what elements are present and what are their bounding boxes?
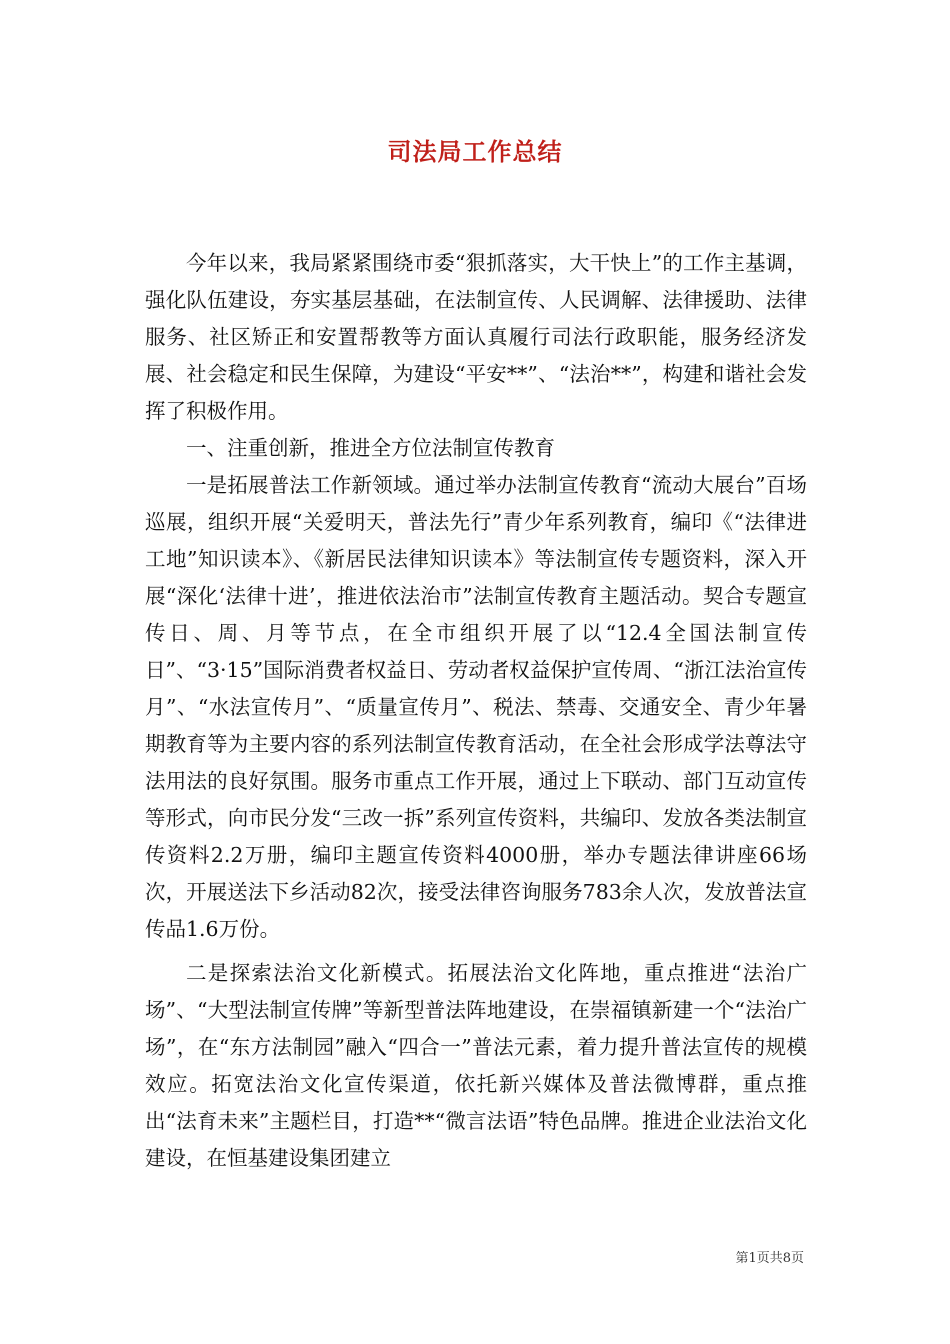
intro-paragraph: 今年以来，我局紧紧围绕市委“狠抓落实，大干快上”的工作主基调，强化队伍建设，夯实基层基础，在法制宣传、人民调解、法律援助、法律服务、社区矫正和安置帮教等方面认真履行司法行政职能，服务经济发展、社会稳定和民生保障，为建设“平安**”、“法治**”，构建和谐社会发挥了积极作用。 <box>145 251 807 423</box>
document-title: 司法局工作总结 <box>387 137 563 166</box>
page-number: 第1页共8页 <box>735 1251 804 1266</box>
section-heading: 一、注重创新，推进全方位法制宣传教育 <box>186 436 555 460</box>
paragraph-law-promotion: 一是拓展普法工作新领域。通过举办法制宣传教育“流动大展台”百场巡展，组织开展“关爱明天，普法先行”青少年系列教育，编印《“法律进工地”知识读本》、《新居民法律知识读本》等法制宣传专题资料，深入开展“深化‘法律十进’，推进依法治市”法制宣传教育主题活动。契合专题宣传日、周、月等节点，在全市组织开展了以“12.4全国法制宣传日”、“3·15”国际消费者权益日、劳动者权益保护宣传周、“浙江法治宣传月”、“水法宣传月”、“质量宣传月”、税法、禁毒、交通安全、青少年暑期教育等为主要内容的系列法制宣传教育活动，在全社会形成学法尊法守法用法的良好氛围。服务市重点工作开展，通过上下联动、部门互动宣传等形式，向市民分发“三改一拆”系列宣传资料，共编印、发放各类法制宣传资料2.2万册，编印主题宣传资料4000册，举办专题法律讲座66场次，开展送法下乡活动82次，接受法律咨询服务783余人次，发放普法宣传品1.6万份。 <box>145 473 807 941</box>
document-body <box>145 245 807 1177</box>
paragraph-legal-culture: 二是探索法治文化新模式。拓展法治文化阵地，重点推进“法治广场”、“大型法制宣传牌”等新型普法阵地建设，在崇福镇新建一个“法治广场”，在“东方法制园”融入“四合一”普法元素，着力提升普法宣传的规模效应。拓宽法治文化宣传渠道，依托新兴媒体及普法微博群，重点推出“法育未来”主题栏目，打造**“微言法语”特色品牌。推进企业法治文化建设，在恒基建设集团建立 <box>145 961 807 1170</box>
